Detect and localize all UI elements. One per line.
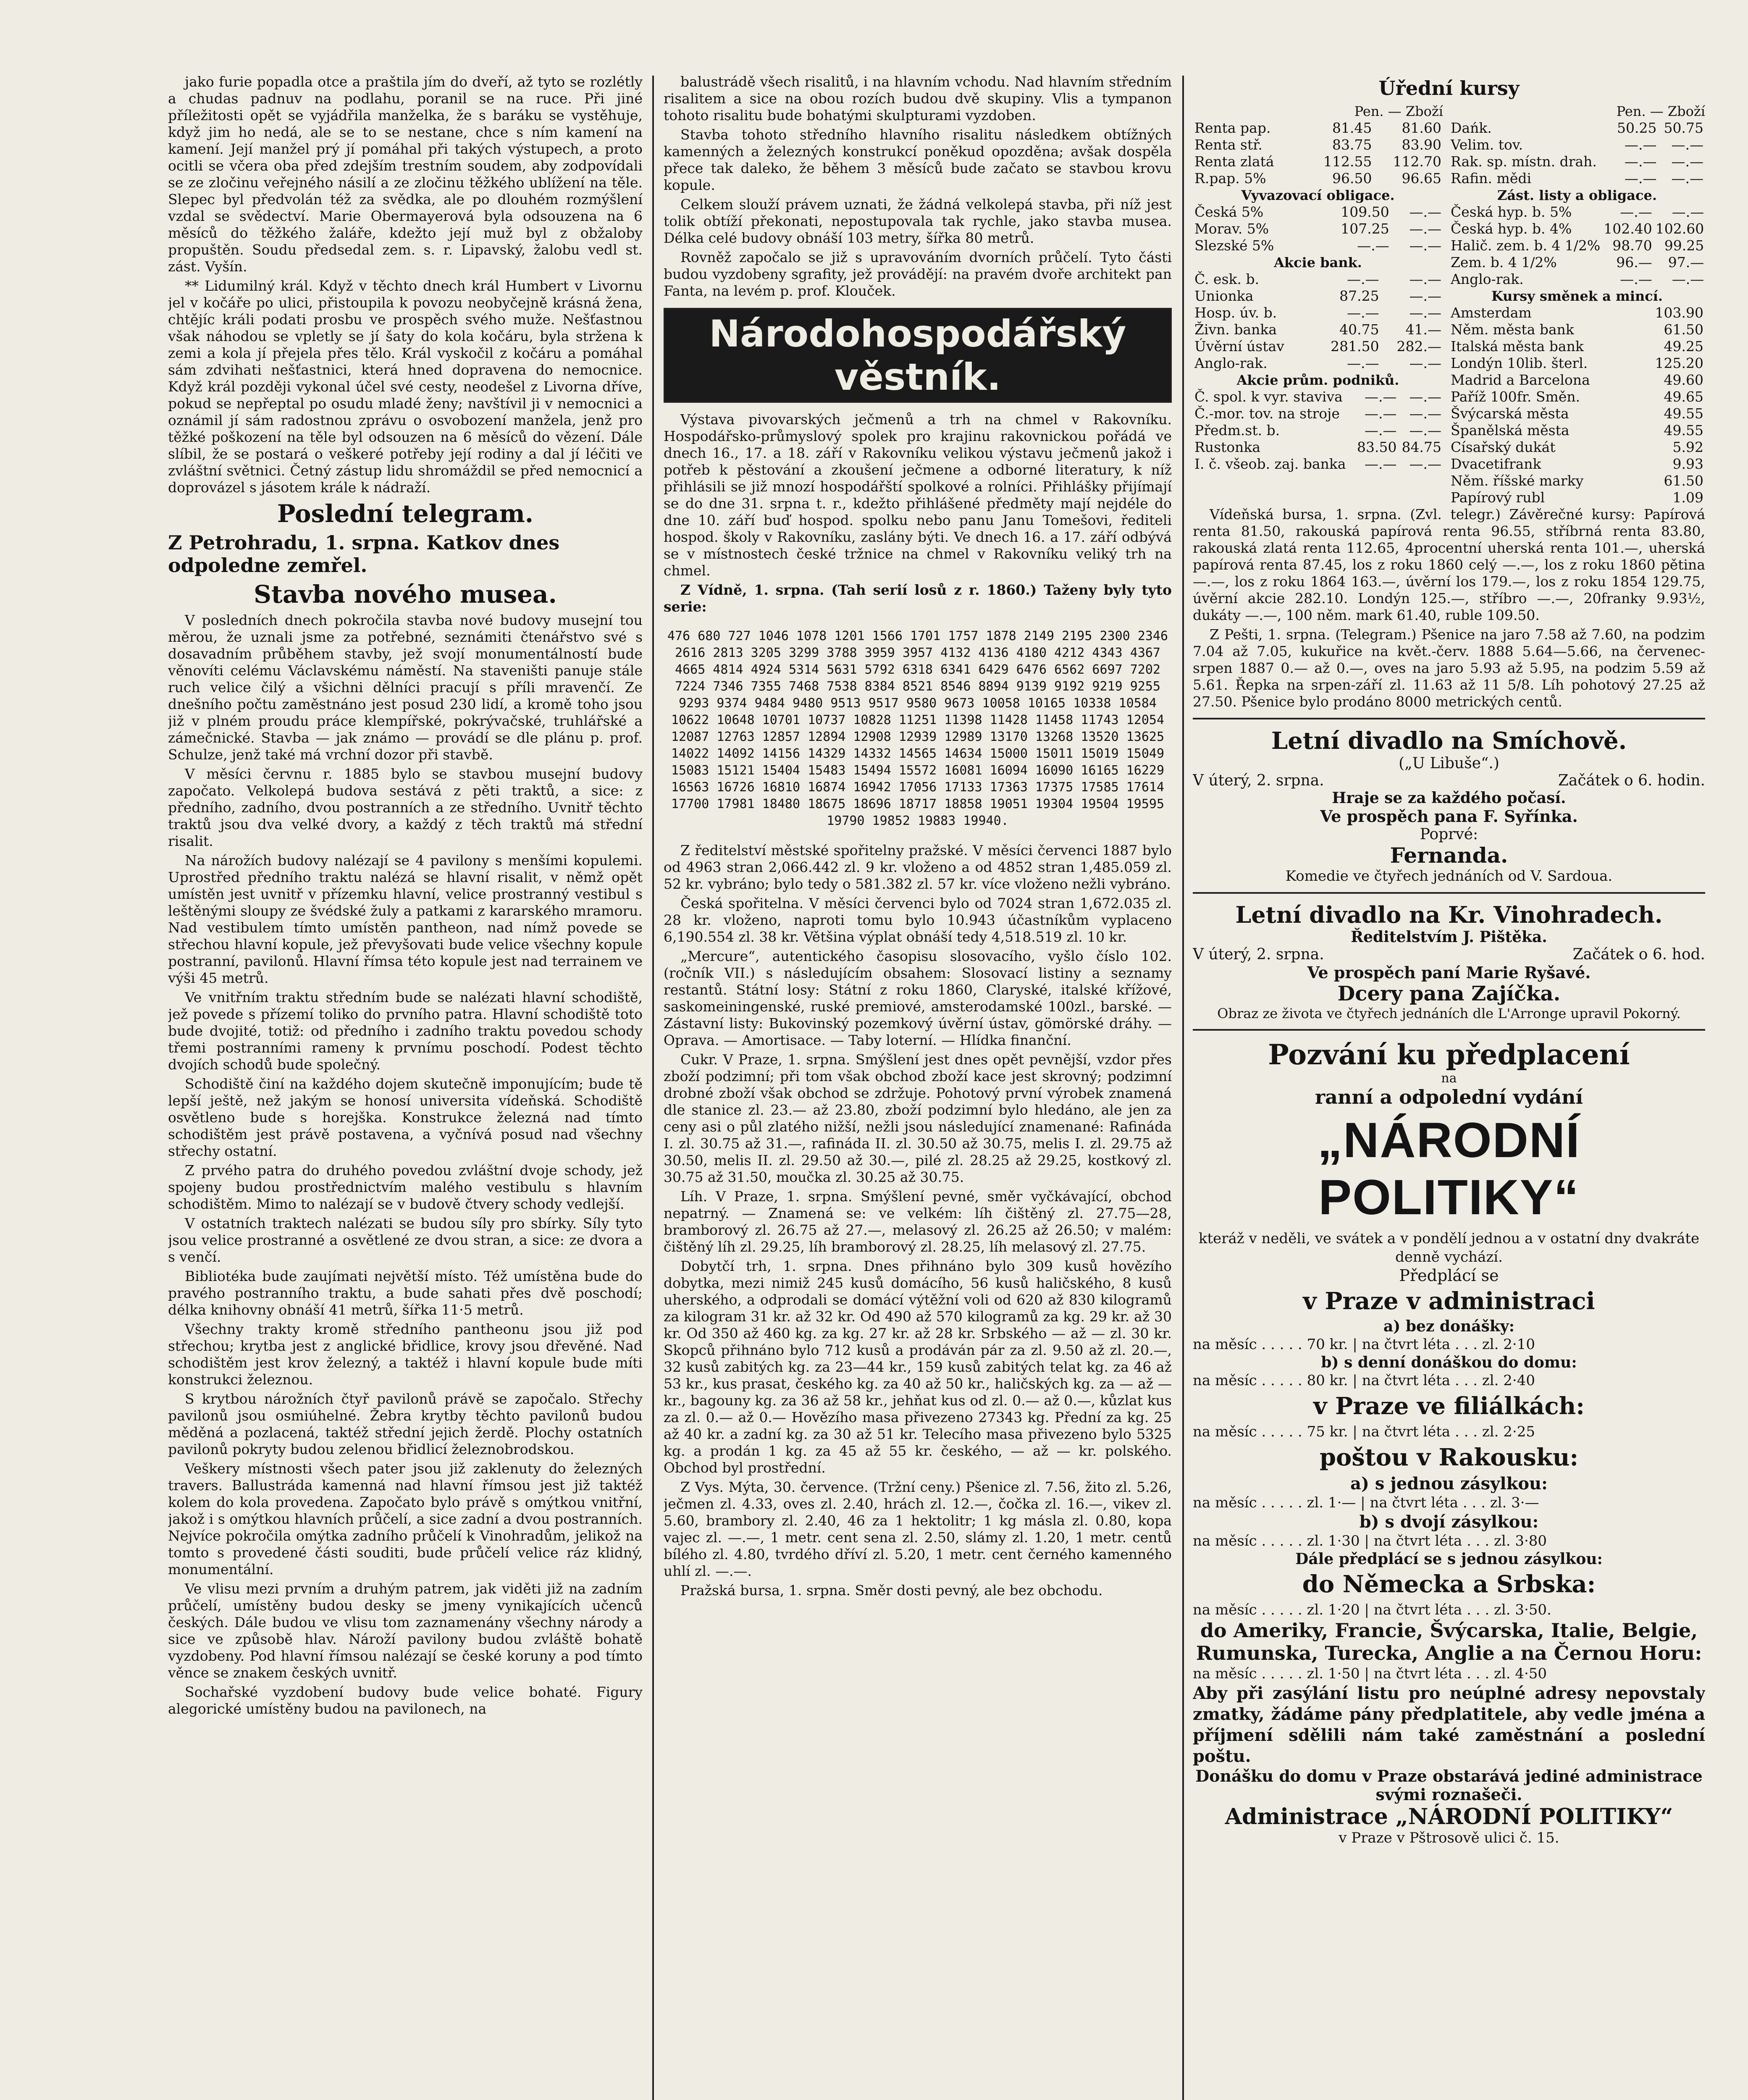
rate-value: 81.45	[1332, 120, 1372, 136]
rate-value: —.—	[1409, 271, 1441, 287]
rate-label: Rustonka	[1194, 439, 1261, 455]
rate-row	[1449, 405, 1705, 422]
rate-row	[1449, 456, 1705, 472]
rate-row	[1193, 120, 1443, 136]
rate-label: Morav. 5%	[1194, 220, 1269, 237]
akcie-table	[1193, 271, 1443, 372]
article-text: Veškery místnosti všech pater jsou již zaklenuty do železných travers. Ballustráda kamenná nad hlavní římsou jest již taktéž kolem do kola provedena. Započato bylo právě s omýtkou vnitřní, jakož i s omýtkou hlavních průčelí, a sice zadní a dvou postranních. Nejvíce pokročila omýtka zadního průčelí k Vinohradům, jelikož na tomto s provedené části souditi, bude průčelí velice ráz klidný, monumentální.	[168, 1460, 643, 1578]
subheading: Akcie bank.	[1274, 255, 1362, 270]
article-text: Celkem slouží právem uznati, že žádná velkolepá stavba, při níž jest tolik obtíží překonati, nepostupovala tak rychle, jako stavba musea. Délka celé budovy obnáší 103 metry, šířka 80 metrů.	[664, 196, 1172, 246]
rate-row	[1193, 153, 1443, 170]
column-caption: Pen. — Zboží	[1616, 103, 1705, 119]
rate-label: Zem. b. 4 1/2%	[1451, 254, 1557, 270]
rate-value: —.—	[1409, 288, 1441, 304]
rate-label: Č. spol. k vyr. staviva	[1194, 388, 1343, 405]
rate-row	[1449, 136, 1705, 153]
price-heading: do Ameriky, Francie, Švýcarska, Italie, Belgie, Rumunska, Turecka, Anglie a na Černou Horu:	[1196, 1619, 1702, 1664]
rate-value: —.—	[1357, 237, 1389, 254]
rate-row	[1449, 153, 1705, 170]
rate-label: Česká hyp. b. 4%	[1451, 220, 1572, 237]
article-text: Rovněž započalo se již s upravováním dvorních průčelí. Tyto části budou vyzdobeny sgrafity, jež provádějí: na pravém dvoře architekt pan Fanta, na levém p. prof. Klouček.	[664, 249, 1172, 299]
rate-row	[1449, 204, 1705, 220]
subscription-pre: Předplácí se	[1399, 1266, 1499, 1285]
rate-value: 81.60	[1402, 120, 1441, 136]
ad-benefit: Ve prospěch paní Marie Ryšavé.	[1307, 963, 1591, 982]
rate-label: Císařský dukát	[1451, 439, 1556, 455]
misc-table	[1449, 120, 1705, 187]
rate-label: Londýn 10lib. šterl.	[1451, 355, 1588, 371]
telegram-text: Z Petrohradu, 1. srpna. Katkov dnes odpoledne zemřel.	[168, 531, 560, 577]
rate-row	[1193, 237, 1443, 254]
rate-value: —.—	[1409, 237, 1441, 254]
rate-value: —.—	[1671, 170, 1703, 186]
rate-label: Paříž 100fr. Směn.	[1451, 388, 1580, 405]
ad-desc: Obraz ze života ve čtyřech jednáních dle L'Arronge upravil Pokorný.	[1217, 1005, 1681, 1021]
rate-label: Dańk.	[1451, 120, 1492, 136]
rate-label: Hosp. úv. b.	[1194, 304, 1277, 321]
ad-play: Fernanda.	[1390, 843, 1508, 868]
rate-value: —.—	[1625, 153, 1657, 170]
smenky-table	[1449, 304, 1705, 506]
rate-value: —.—	[1671, 153, 1703, 170]
rate-row	[1449, 321, 1705, 338]
price-subheading: a) bez donášky:	[1383, 1318, 1515, 1335]
rate-value: 83.50	[1357, 439, 1397, 455]
rate-value: —.—	[1364, 422, 1397, 438]
article-text: V posledních dnech pokročila stavba nové budovy musejní tou měrou, že uznali jsme za potřebné, seznámiti čtenářstvo své s dosavadním průběhem stavby, jež svojí monumentálností bude věnovíti celému Václavskému náměstí. Na staveništi panuje stále ruch velice čilý a všichni dělníci pracují s příli mravenčí. Ze dnešního počtu zaměstnáno jest posud 230 lidí, a kromě toho jsou již v plném proudu práce klempířské, pokrývačské, truhlářské a zámečnické. Stavba — jak známo — provádí se dle plánu p. prof. Schulze, jenž také má vrchní dozor při stavbě.	[168, 612, 643, 763]
rate-value: —.—	[1364, 388, 1397, 405]
subheading: Akcie prům. podniků.	[1236, 372, 1399, 388]
rate-value: 41.—	[1405, 321, 1441, 338]
rate-value: 96.65	[1402, 170, 1441, 186]
article-text: balustrádě všech risalitů, i na hlavním vchodu. Nad hlavním středním risalitem a sice na obou rozích budou dvě skupiny. Vlis a tympanon tohoto risalitu bude bohatými skulpturami vyzdoben.	[664, 74, 1172, 123]
rate-value: 49.60	[1664, 372, 1703, 388]
oblig-table	[1193, 204, 1443, 254]
rate-value: —.—	[1672, 204, 1704, 220]
rate-value: 1.09	[1672, 489, 1703, 506]
article-text: Česká spořitelna. V měsíci červenci bylo od 7024 stran 1,672.035 zl. 28 kr. vloženo, naproti tomu bylo 10.943 účastníkům vyplaceno 6,190.554 zl. 38 kr. Většina výplat obnáší tedy 4,518.519 zl. 10 kr.	[664, 895, 1172, 945]
prum-table	[1193, 388, 1443, 472]
rate-row	[1193, 220, 1443, 237]
article-text: jako furie popadla otce a praštila jím do dveří, až tyto se rozlétly a chudas padnuv na podlahu, poranil se na ruce. Při jiné příležitosti opět se vyjádřila manželka, že s baráku se vystěhuje, když jim ho nedá, ale se to se nestane, chce s ním kamení na kamení. Její manžel prý jí pomáhal při takých výstupech, a proto ocitli se včera oba před zdejším trestním soudem, aby zodpovídali se ze zločinu veřejného násilí a ze zločinu těžkého ublížení na těle. Slepec byl předvolán též za svědka, ale po dlouhém rozmýšlení vzdal se svědectví. Marie Obermayerová byla odsouzena na 6 měsíců do těžkého žaláře, kdežto její muž byl z obžaloby propuštěn. Soudu předsedal zem. s. r. Lipavský, žalobu vedl st. zást. Vyšín.	[168, 74, 643, 275]
market-right	[1449, 103, 1705, 506]
rate-label: Č.-mor. tov. na stroje	[1194, 405, 1340, 422]
column-rule	[1182, 76, 1184, 2100]
rate-row	[1193, 321, 1443, 338]
price-subheading: Dále předplácí se s jednou zásylkou:	[1295, 1550, 1603, 1568]
rate-label: Halič. zem. b. 4 1/2%	[1451, 237, 1601, 254]
article-text: Cukr. V Praze, 1. srpna. Smýšlení jest dnes opět pevnější, vzdor přes zboží podzimní; při tom však obchod zboží kace jest skrovný; podzimní drobné zboží však obchod se zdržuje. Pohotový první výrobek znamená dle stanice zl. 23.— až 23.80, zboží podzimní bylo hledáno, ale jen za ceny asi o půl zlatého nižší, nežli jsou následující znamenané: Rafináda I. zl. 30.75 až 31.—, rafináda II. zl. 30.50 až 30.75, melis I. zl. 29.75 až 30.50, melis II. zl. 29.50 až 30.—, pilé zl. 28.25 až 29.25, kostkový zl. 30.75 až 31.50, moučka zl. 30.25 až 30.75.	[664, 1051, 1172, 1185]
delivery-note: Donášku do domu v Praze obstarává jediné administrace svými roznašeči.	[1195, 1767, 1703, 1804]
rent-table	[1193, 120, 1443, 187]
rate-value: 87.25	[1339, 288, 1379, 304]
article-text: V měsíci červnu r. 1885 bylo se stavbou musejní budovy započato. Velkolepá budova sestává z pěti traktů, a sice: z předního, zadního, dvou postranních a ze středního. Uvnitř těchto traktů jsou dva velké dvory, a každý z těch traktů má střední risalit.	[168, 766, 643, 849]
ad-subtitle: („U Libuše“.)	[1399, 755, 1499, 772]
rate-row	[1193, 456, 1443, 472]
rate-value: 9.93	[1672, 456, 1703, 472]
market-tables	[1193, 103, 1705, 506]
rate-row	[1449, 170, 1705, 187]
rate-row	[1449, 271, 1705, 288]
rate-row	[1193, 170, 1443, 187]
ad-date-row	[1193, 772, 1705, 789]
rate-row	[1449, 372, 1705, 388]
subheading: Vyvazovací obligace.	[1241, 187, 1395, 203]
rate-value: 49.65	[1664, 388, 1703, 405]
price-heading: v Praze ve filiálkách:	[1313, 1392, 1585, 1420]
rate-value: —.—	[1625, 170, 1657, 186]
rate-value: 50.25	[1617, 120, 1657, 136]
rate-label: Amsterdam	[1451, 304, 1532, 321]
admin-signature: Administrace „NÁRODNÍ POLITIKY“	[1225, 1804, 1673, 1830]
article-text: V ostatních traktech nalézati se budou síly pro sbírky. Síly tyto jsou velice prostranné a osvětlené ze dvou stran, a sice: ze dvora a s venčí.	[168, 1215, 643, 1265]
ad-date-row	[1193, 946, 1705, 963]
ad-play: Dcery pana Zajíčka.	[1337, 982, 1561, 1005]
rate-label: Č. esk. b.	[1194, 271, 1260, 287]
rate-value: 50.75	[1664, 120, 1703, 136]
rate-value: 5.92	[1672, 439, 1703, 455]
rate-row	[1193, 355, 1443, 372]
rate-label: Dvacetifrank	[1451, 456, 1541, 472]
telegram-heading: Poslední telegram.	[277, 499, 534, 528]
rate-value: 61.50	[1664, 321, 1703, 338]
rate-value: 109.50	[1341, 204, 1389, 220]
rate-row	[1449, 220, 1705, 237]
rate-value: 96.50	[1332, 170, 1372, 186]
section-heading: Národohospodářský věstník.	[664, 308, 1172, 403]
rate-value: —.—	[1364, 456, 1397, 472]
rate-value: —.—	[1347, 355, 1379, 371]
article-text: Z prvého patra do druhého povedou zvláštní dvoje schody, jež spojeny budou prostřednictvím malého vestibulu s hlavním schodištěm. Mimo to nalézají se v budově čtvery schody vedlejší.	[168, 1162, 643, 1212]
bursa-text: Vídeňská bursa, 1. srpna. (Zvl. telegr.) Závěrečné kursy: Papírová renta 81.50, rakouská papírová renta 96.55, stříbrná renta 83.80, rakouská zlatá renta 112.65, 4procentní uherská renta 101.—, uherská papírová renta 87.45, los z roku 1860 celý —.—, los z roku 1860 pětina —.—, los z roku 1864 163.—, úvěrní los 179.—, los z roku 1854 129.75, úvěrní akcie 282.10. Londýn 125.—, stříbro —.—, 20franky 9.93½, dukáty —.—, 100 něm. mark 61.40, ruble 109.50.	[1193, 506, 1705, 623]
column-caption: Pen. — Zboží	[1354, 103, 1443, 119]
ad-time: Začátek o 6. hodin.	[1558, 772, 1705, 789]
ad-time: Začátek o 6. hod.	[1572, 946, 1705, 963]
price-heading: poštou v Rakousku:	[1319, 1444, 1579, 1471]
rate-label: Něm. města bank	[1451, 321, 1574, 338]
rate-value: 282.—	[1396, 338, 1441, 354]
article-text: Ve vnitřním traktu středním bude se nalézati hlavní schodiště, jež povede s přízemí toliko do prvního patra. Hlavní schodiště toto bude dvojité, totiž: od předního i zadního traktu povedou schody třemi postranními rameny k prvnímu poschodí. Podest těchto dvojích schodů bude společný.	[168, 989, 643, 1073]
rate-value: 40.75	[1339, 321, 1379, 338]
article-text: Na nárožích budovy nalézají se 4 pavilony s menšími kopulemi. Uprostřed předního traktu nalézá se hlavní risalit, v němž opět umístěn jest uvnitř v přízemku hlavní, velice prostranný vestibul s leštěnými sloupy ze švédské žuly a patkami z kararského mramoru. Nad vestibulem tímto umístěn pantheon, nad nímž povede se střechou hlavní kopule, jež převyšovati bude velice všechny kopule postranní, pavilonů. Hlavní římsa této kopule jest nad terrainem ve výši 45 metrů.	[168, 852, 643, 986]
ad-director: Ředitelstvím J. Pištěka.	[1351, 928, 1547, 946]
price-row: na měsíc . . . . . zl. 1·— | na čtvrt léta . . . zl. 3·—	[1193, 1494, 1539, 1511]
ad-date: V úterý, 2. srpna.	[1193, 946, 1324, 963]
ad-title: Letní divadlo na Smíchově.	[1271, 727, 1627, 755]
rate-label: Velim. tov.	[1451, 136, 1523, 153]
rate-value: 125.20	[1655, 355, 1703, 371]
article-text: Stavba tohoto středního hlavního risalitu následkem obtížných kamenných a železných konstrukcí poněkud opozděna; avšak dospěla přece tak daleko, že během 3 měsíců bude začato se stavbou krovu kopule.	[664, 126, 1172, 193]
column-2	[664, 74, 1172, 2100]
rate-label: Živn. banka	[1194, 321, 1277, 338]
rate-row	[1193, 271, 1443, 288]
subscription-desc: kteráž v neděli, ve svátek a v pondělí jednou a v ostatní dny dvakráte denně vychází.	[1198, 1230, 1700, 1265]
museum-heading: Stavba nového musea.	[254, 580, 557, 609]
rate-label: R.pap. 5%	[1194, 170, 1266, 186]
rate-label: Česká 5%	[1194, 204, 1264, 220]
ad-note: Hraje se za každého počasí.	[1332, 789, 1566, 807]
article-text: S krytbou nárožních čtyř pavilonů právě se započalo. Střechy pavilonů jsou osmiúhelné. Žebra krytby těchto pavilonů budou měděná a pozlacená, taktéž střední jejich žerdě. Plochy ostatních pavilonů pokryty budou zelenou břidlicí železnobrodskou.	[168, 1391, 643, 1457]
rate-value: —.—	[1409, 204, 1441, 220]
pest-text: Z Pešti, 1. srpna. (Telegram.) Pšenice na jaro 7.58 až 7.60, na podzim 7.04 až 7.05, kukuřice na květ.-červ. 1888 5.64—5.66, na červenec-srpen 1887 0.— až 0.—, oves na jaro 5.93 až 5.95, na podzim 5.59 až 5.61. Řepka na srpen-září zl. 11.63 až 11 5/8. Líh pohotový 27.25 až 27.50. Pšenice bylo prodáno 8000 metrických centů.	[1193, 626, 1705, 710]
article-text: Výstava pivovarských ječmenů a trh na chmel v Rakovníku. Hospodářsko-průmyslový spolek pro krajinu rakovnickou pořádá ve dnech 16., 17. a 18. září v Rakovníku velikou výstavu ječmenů jakož i potřeb k pěstování a zkoušení ječmene a odborné literatury, k níž přihlásili se již mnozí hospodářští spolkové a rolníci. Přihlášky přijímají se do dne 31. srpna t. r., kdežto přihlášené předměty mají nejdéle do dne 10. září buď hospod. spolku nebo panu Janu Tomešovi, řediteli hospod. školy v Rakovníku, zaslány býti. Ve dnech 16. a 17. září odbývá se v místnostech české tržnice na chmel v Rakovníku veliký trh na chmel.	[664, 411, 1172, 579]
rate-label: Anglo-rak.	[1451, 271, 1524, 287]
article-text: Z Vys. Mýta, 30. července. (Tržní ceny.) Pšenice zl. 7.56, žito zl. 5.26, ječmen zl. 4.33, oves zl. 2.40, hrách zl. 12.—, čočka zl. 16.—, vikev zl. 5.60, brambory zl. 2.40, 46 za 1 hektolitr; 1 kg másla zl. 0.80, kopa vajec zl. —.—, 1 metr. cent sena zl. 2.50, slámy zl. 1.20, 1 metr. centů bílého zl. 4.80, tvrdého dříví zl. 5.20, 1 metr. cent černého kamenného uhlí zl. —.—.	[664, 1479, 1172, 1579]
rate-value: 83.75	[1332, 136, 1372, 153]
price-heading: do Německa a Srbska:	[1302, 1570, 1596, 1598]
subscription-na: na	[1441, 1071, 1457, 1086]
admin-address: v Praze v Pštrosově ulici č. 15.	[1339, 1830, 1559, 1846]
rate-value: 84.75	[1402, 439, 1441, 455]
ad-date: V úterý, 2. srpna.	[1193, 772, 1324, 789]
rate-value: 102.40	[1604, 220, 1652, 237]
rate-label: Madrid a Barcelona	[1451, 372, 1590, 388]
divider	[1193, 718, 1705, 719]
rate-value: —.—	[1672, 271, 1704, 287]
rate-label: Anglo-rak.	[1194, 355, 1268, 371]
rate-row	[1449, 472, 1705, 489]
rate-label: Papírový rubl	[1451, 489, 1545, 506]
rate-row	[1449, 422, 1705, 439]
rate-value: 49.25	[1664, 338, 1703, 354]
divider	[1193, 892, 1705, 894]
rate-value: —.—	[1409, 304, 1441, 321]
rate-value: —.—	[1347, 304, 1379, 321]
price-subheading: a) s jednou zásylkou:	[1350, 1474, 1548, 1494]
lotto-heading: Z Vídně, 1. srpna. (Tah serií losů z r. 1860.) Taženy byly tyto serie:	[664, 582, 1172, 615]
zast-table	[1449, 204, 1705, 288]
rate-value: 49.55	[1664, 405, 1703, 422]
subscription-title: Pozvání ku předplacení	[1268, 1038, 1630, 1071]
rate-value: 107.25	[1341, 220, 1389, 237]
price-row: na měsíc . . . . . zl. 1·20 | na čtvrt léta . . . zl. 3·50.	[1193, 1601, 1551, 1618]
price-row: na měsíc . . . . . zl. 1·30 | na čtvrt léta . . . zl. 3·80	[1193, 1533, 1547, 1549]
rate-value: 112.70	[1393, 153, 1441, 170]
price-subheading: b) s dvojí zásylkou:	[1359, 1512, 1539, 1532]
rate-label: Rak. sp. místn. drah.	[1451, 153, 1597, 170]
article-text: Bibliotéka bude zaujímati největší místo. Též umístěna bude do pravého postranního traktu, a bude sahati přes dvě poschodí; délka knihovny obnáší 41 metrů, šířka 11·5 metrů.	[168, 1268, 643, 1318]
notice: Aby při zasýlání listu pro neúplné adresy nepovstaly zmatky, žádáme pány předplatitele, aby vedle jména a příjmení sdělili nám také zaměstnání a poslední poštu.	[1193, 1683, 1705, 1766]
rate-value: —.—	[1347, 271, 1379, 287]
ad-title: Letní divadlo na Kr. Vinohradech.	[1235, 901, 1663, 928]
rate-row	[1193, 405, 1443, 422]
article-text: Líh. V Praze, 1. srpna. Smýšlení pevné, směr vyčkávající, obchod nepatrný. — Znamená se: ve velkém: líh čištěný zl. 27.75—28, bramborový zl. 26.75 až 27.—, melasový zl. 26.25 až 26.50; v malém: čištěný líh zl. 29.25, líh bramborový zl. 28.25, líh melasový zl. 27.75.	[664, 1188, 1172, 1255]
subheading: Zást. listy a obligace.	[1497, 187, 1657, 203]
rate-label: Něm. říšské marky	[1451, 472, 1584, 489]
article-text: Všechny trakty kromě středního pantheonu jsou již pod střechou; krytba jest z anglické břidlice, krovy jsou dřevěné. Nad schodištěm jest krov železný, a taktéž i hlavní kopule bude míti konstrukci železnou.	[168, 1321, 643, 1388]
price-row: na měsíc . . . . . 70 kr. | na čtvrt léta . . . zl. 2·10	[1193, 1336, 1535, 1353]
rate-value: —.—	[1409, 355, 1441, 371]
rate-value: 99.25	[1664, 237, 1704, 254]
rate-value: —.—	[1625, 136, 1657, 153]
rate-value: —.—	[1409, 405, 1441, 422]
rate-row	[1193, 422, 1443, 439]
rate-value: 281.50	[1331, 338, 1379, 354]
price-row: na měsíc . . . . . zl. 1·50 | na čtvrt léta . . . zl. 4·50	[1193, 1665, 1547, 1682]
ad-benefit: Ve prospěch pana F. Syřínka.	[1320, 807, 1578, 826]
ad-desc: Komedie ve čtyřech jednáních od V. Sardoua.	[1285, 868, 1613, 885]
rate-label: Španělská města	[1451, 422, 1570, 438]
rate-value: —.—	[1409, 456, 1441, 472]
column-rule	[652, 76, 654, 2100]
market-left	[1193, 103, 1443, 506]
column-1	[168, 74, 643, 2100]
rate-value: —.—	[1671, 136, 1703, 153]
rate-value: 83.90	[1402, 136, 1441, 153]
rate-value: 98.70	[1612, 237, 1652, 254]
rate-row	[1449, 355, 1705, 372]
rate-label: Úvěrní ústav	[1194, 338, 1284, 354]
rate-label: Předm.st. b.	[1194, 422, 1280, 438]
rate-row	[1449, 304, 1705, 321]
rate-value: 112.55	[1323, 153, 1372, 170]
rate-value: —.—	[1364, 405, 1397, 422]
rate-value: —.—	[1620, 204, 1652, 220]
rate-row	[1449, 388, 1705, 405]
rate-label: Unionka	[1194, 288, 1254, 304]
rate-row	[1193, 136, 1443, 153]
rate-label: Renta zlatá	[1194, 153, 1274, 170]
rate-row	[1193, 304, 1443, 321]
rate-row	[1449, 254, 1705, 271]
subscription-line: ranní a odpolední vydání	[1315, 1086, 1583, 1108]
rate-label: Renta stř.	[1194, 136, 1262, 153]
rate-label: Italská města bank	[1451, 338, 1584, 354]
rate-row	[1449, 120, 1705, 136]
article-text: Pražská bursa, 1. srpna. Směr dosti pevný, ale bez obchodu.	[680, 1582, 1103, 1599]
rate-value: —.—	[1409, 422, 1441, 438]
article-text: Sochařské vyzdobení budovy bude velice bohaté. Figury alegorické umístěny budou na pavilonech, na	[168, 1684, 643, 1717]
rate-value: —.—	[1409, 388, 1441, 405]
price-subheading: b) s denní donáškou do domu:	[1321, 1354, 1577, 1371]
article-text: „Mercure“, autentického časopisu slosovacího, vyšlo číslo 102. (ročník VII.) s následujícím obsahem: Slosovací listiny a seznamy restantů. Státní losy: Státní z roku 1860, Claryské, italské křížové, saskomeiningenské, ruské premiové, amsterodamské 100zl., barské. — Zástavní listy: Bukovinský pozemkový úvěrní ústav, gömörské dráhy. — Oprava. — Amortisace. — Taby loterní. — Hlídka finanční.	[664, 948, 1172, 1048]
rate-row	[1449, 338, 1705, 355]
rate-row	[1193, 388, 1443, 405]
subheading: Kursy směnek a mincí.	[1491, 288, 1663, 304]
article-text: Z ředitelství městské spořitelny pražské. V měsíci červenci 1887 bylo od 4963 stran 2,066.442 zl. 9 kr. vloženo a od 4852 stran 1,485.059 zl. 52 kr. vybráno; bylo tedy o 581.382 zl. 57 kr. více vloženo nežli vybráno.	[664, 842, 1172, 892]
rate-row	[1193, 204, 1443, 220]
rate-row	[1449, 489, 1705, 506]
rate-label: Česká hyp. b. 5%	[1451, 204, 1572, 220]
rate-label: Rafin. mědi	[1451, 170, 1532, 186]
rate-label: Slezské 5%	[1194, 237, 1274, 254]
rate-value: —.—	[1409, 220, 1441, 237]
article-text: ** Lidumilný král. Když v těchto dnech král Humbert v Livornu jel v kočáře po ulici, přistoupila k povozu neobyčejně krásná žena, chtějíc králi podati prosbu ve prospěch svého muže. Nešťastnou však náhodou se vpletly se jí šaty do kola kočáru, byla stržena k zemi a kola jí přejela přes tělo. Král vyskočil z kočáru a pomáhal sám zdvihati nešťastnici, která hned dopravena do nemocnice. Když král později vykonal účel své cesty, neodešel z Livorna dříve, pokud se nepřeptal po osudu mladé ženy; navštívil ji v nemocnici a oznámil jí sám radostnou zprávu o osvobození manžela, jenž pro těžké poškození na těle byl odsouzen na 6 měsíců do vězení. Dále slíbil, že se postará o veškeré potřeby její rodiny a dal jí léčiti ve zvláštní světnici. Četný zástup lidu shromáždil se před nemocnicí a doprovázel s jásotem krále k nádraží.	[168, 278, 643, 496]
rate-value: 97.—	[1668, 254, 1704, 270]
price-row: na měsíc . . . . . 80 kr. | na čtvrt léta . . . zl. 2·40	[1193, 1372, 1535, 1389]
rate-label: Švýcarská města	[1451, 405, 1569, 422]
rate-row	[1193, 288, 1443, 304]
rate-row	[1193, 439, 1443, 456]
divider	[1193, 1029, 1705, 1031]
column-3	[1193, 74, 1705, 2100]
article-text: Dobytčí trh, 1. srpna. Dnes přihnáno bylo 309 kusů hovězího dobytka, mezi nimiž 245 kusů domácího, 56 kusů haličského, 8 kusů uherského, a odprodali se domácí výtěžní voli od 620 až 830 kilogramů za kilogram 31 kr. až 32 kr. Od 490 až 570 kilogramů za kg. 29 kr. až 30 kr. Od 350 až 460 kg. za kg. 27 kr. až 28 kr. Srbského — až — zl. 30 kr. Skopců přihnáno bylo 712 kusů a prodáván pár za zl. 9.50 až zl. 20.—, 32 kusů zabitých kg. za 23—44 kr., 159 kusů zabitých telat kg. za 46 až 53 kr., kus prasat, českého kg. za 40 až 50 kr., haličských kg. za — až — kr., bagouny kg. za 36 až 58 kr., jehňat kus od zl. 0.— až 0.—, kůzlat kus za zl. 0.— až 0.— Hovězího masa přivezeno 27343 kg. Přední za kg. 25 až 40 kr. a zadní kg. za 30 až 51 kr. Telecího masa přivezeno bylo 5325 kg. a prodán 1 kg. za 45 až 55 kr. českého, — až — kr. polského. Obchod byl prostřední.	[664, 1258, 1172, 1476]
article-text: Ve vlisu mezi prvním a druhým patrem, jak viděti již na zadním průčelí, umístěny budou desky se jmeny vynikajících učenců českých. Dále budou ve vlisu tom zaznamenány všechny národy a sice ve způsobě hlav. Nároží pavilony budou zvláště bohatě vyzdobeny. Pod hlavní římsou nalézají se české koruny a pod tímto věnce se znakem českých uvnitř.	[168, 1580, 643, 1681]
ad-play-label: Poprvé:	[1420, 826, 1478, 843]
lotto-numbers: 476 680 727 1046 1078 1201 1566 1701 1757 1878 2149 2195 2300 2346 2616 2813 3205 3299 3788 3959 3957 4132 4136 4180 4212 4343 4367 4665 4814 4924 5314 5631 5792 6318 6341 6429 6476 6562 6697 7202 7224 7346 7355 7468 7538 8384 8521 8546 8894 9139 9192 9219 9255 9293 9374 9484 9480 9513 9517 9580 9673 10058 10165 10338 10584 10622 10648 10701 10737 10828 11251 11398 11428 11458 11743 12054 12087 12763 12857 12894 12908 12939 12989 13170 13268 13520 13625 14022 14092 14156 14329 14332 14565 14634 15000 15011 15019 15049 15083 15121 15404 15483 15494 15572 16081 16094 16090 16165 16229 16563 16726 16810 16874 16942 17056 17133 17363 17375 17585 17614 17700 17981 18480 18675 18696 18717 18858 19051 19304 19504 19595 19790 19852 19883 19940.	[667, 629, 1168, 828]
rate-value: 49.55	[1664, 422, 1703, 438]
price-heading: v Praze v administraci	[1303, 1287, 1595, 1315]
price-row: na měsíc . . . . . 75 kr. | na čtvrt léta . . . zl. 2·25	[1193, 1423, 1535, 1440]
rate-value: 102.60	[1655, 220, 1704, 237]
rate-value: —.—	[1620, 271, 1652, 287]
rate-value: 96.—	[1616, 254, 1652, 270]
article-text: Schodiště činí na každého dojem skutečně imponujícím; bude tě lepší ještě, než jakým se honosí universita vídeňská. Schodiště osvětleno bude s horejška. Konstrukce železná nad tímto schodištěm jest právě postavena, a vyčnívá posud nad všechny střechy ostatní.	[168, 1076, 643, 1159]
paper-name: „NÁRODNÍ POLITIKY“	[1318, 1113, 1580, 1225]
rate-row	[1449, 439, 1705, 456]
market-header: Úřední kursy	[1378, 77, 1520, 100]
rate-label: Renta pap.	[1194, 120, 1271, 136]
rate-label: I. č. všeob. zaj. banka	[1194, 456, 1346, 472]
rate-value: 103.90	[1655, 304, 1703, 321]
rate-row	[1449, 237, 1705, 254]
rate-row	[1193, 338, 1443, 355]
rate-value: 61.50	[1664, 472, 1703, 489]
